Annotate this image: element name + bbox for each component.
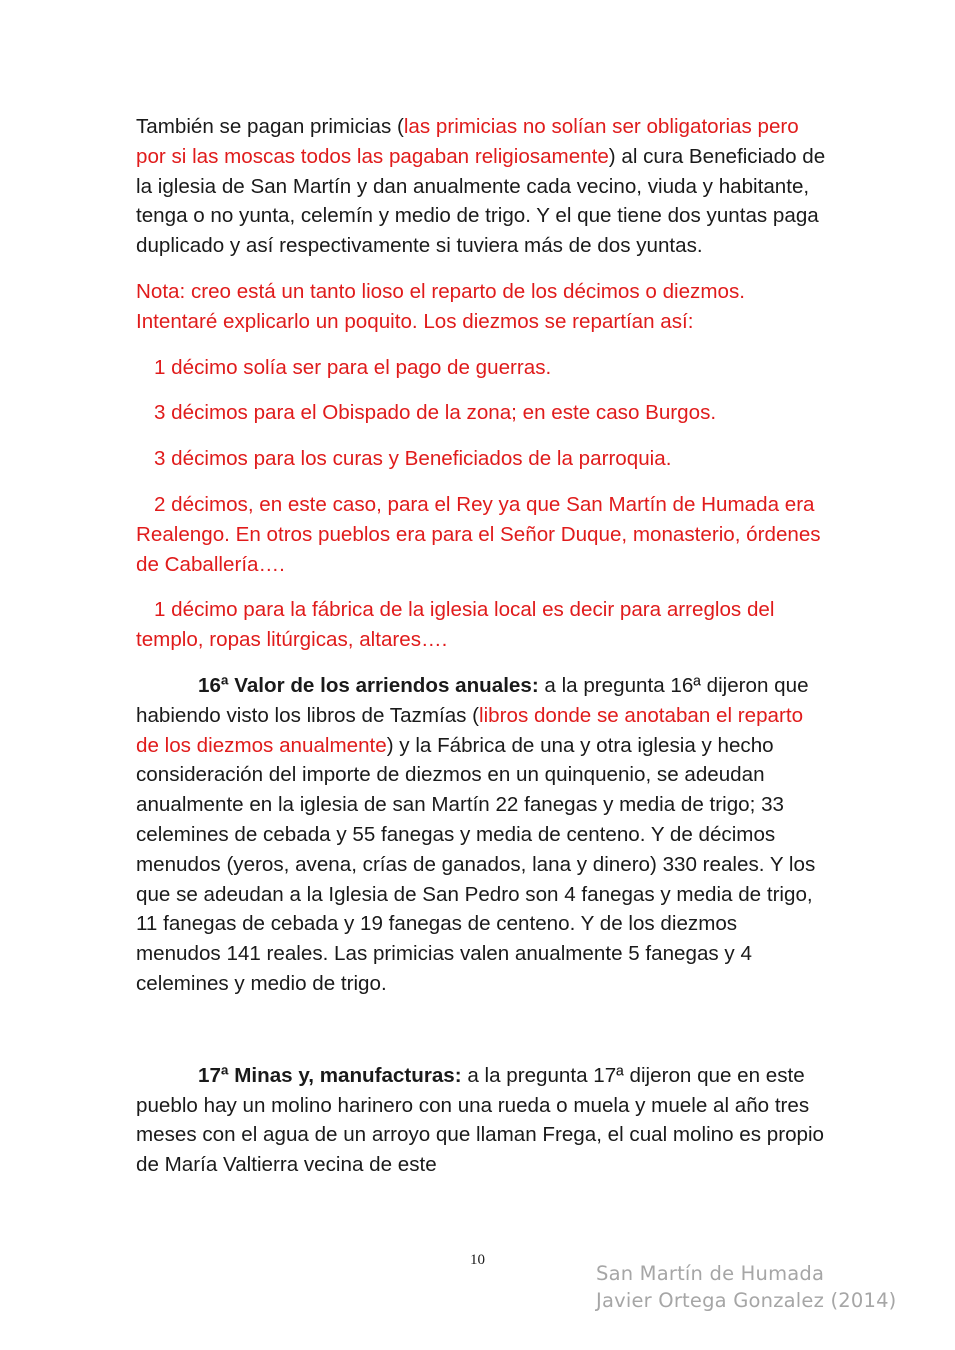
credit-author: Javier Ortega Gonzalez (2014) <box>596 1289 897 1312</box>
red-annotation: libros donde se anotaban el reparto de los diezmos anualmente <box>136 703 804 757</box>
paragraph-text: ) al cura Beneficiado de la iglesia de San Martín y dan anualmente cada vecino, viuda y habitante, tenga o no yunta, celemín y medio de trigo. Y el que tiene dos yuntas paga duplicado y así respectivamente si tuviera más de dos yuntas. <box>136 144 826 258</box>
paragraph-text: a la pregunta 17ª dijeron que en este pueblo hay un molino harinero con una rueda o muela y muele al año tres meses con el agua de un arroyo que llaman Frega, el cual molino es propio de María Valtierra vecina de este <box>136 1063 825 1177</box>
page-number: 10 <box>470 1252 485 1268</box>
red-annotation: las primicias no solían ser obligatorias pero por si las moscas todos las pagaban religiosamente <box>136 115 799 168</box>
list-item: 3 décimos para los curas y Beneficiados de la parroquia. <box>154 447 672 471</box>
note-paragraph: Nota: creo está un tanto lioso el reparto de los décimos o diezmos. Intentaré explicarlo un poquito. Los diezmos se repartían así: <box>136 279 745 333</box>
section-heading: 16ª Valor de los arriendos anuales: <box>198 673 539 697</box>
list-item: 1 décimo para la fábrica de la iglesia local es decir para arreglos del templo, ropas litúrgicas, altares…. <box>136 598 775 652</box>
paragraph-text: También se pagan primicias ( <box>136 115 404 138</box>
list-item: 2 décimos, en este caso, para el Rey ya que San Martín de Humada era Realengo. En otros pueblos era para el Señor Duque, monasterio, órdenes de Caballería…. <box>136 492 821 576</box>
credit-title: San Martín de Humada <box>596 1262 825 1285</box>
list-item: 3 décimos para el Obispado de la zona; en este caso Burgos. <box>154 401 717 425</box>
paragraph-primicias <box>136 112 826 261</box>
paragraph-text: ) y la Fábrica de una y otra iglesia y hecho consideración del importe de diezmos en un quinquenio, se adeudan anualmente en la iglesia de san Martín 22 fanegas y media de trigo; 33 celemines de cebada y 55 fanegas y media de centeno. Y de décimos menudos (yeros, avena, crías de ganados, lana y dinero) 330 reales. Y los que se adeudan a la Iglesia de San Pedro son 4 fanegas y media de trigo, 11 fanegas de cebada y 19 fanegas de centeno. Y de los diezmos menudos 141 reales. Las primicias valen anualmente 5 fanegas y 4 celemines y medio de trigo. <box>136 733 816 995</box>
section-16 <box>136 671 826 999</box>
section-heading: 17ª Minas y, manufacturas: <box>198 1063 462 1087</box>
document-body <box>136 112 826 1180</box>
section-17 <box>136 1061 826 1180</box>
list-item: 1 décimo solía ser para el pago de guerras. <box>154 355 552 379</box>
paragraph-text: a la pregunta 16ª dijeron que habiendo visto los libros de Tazmías ( <box>136 673 809 727</box>
